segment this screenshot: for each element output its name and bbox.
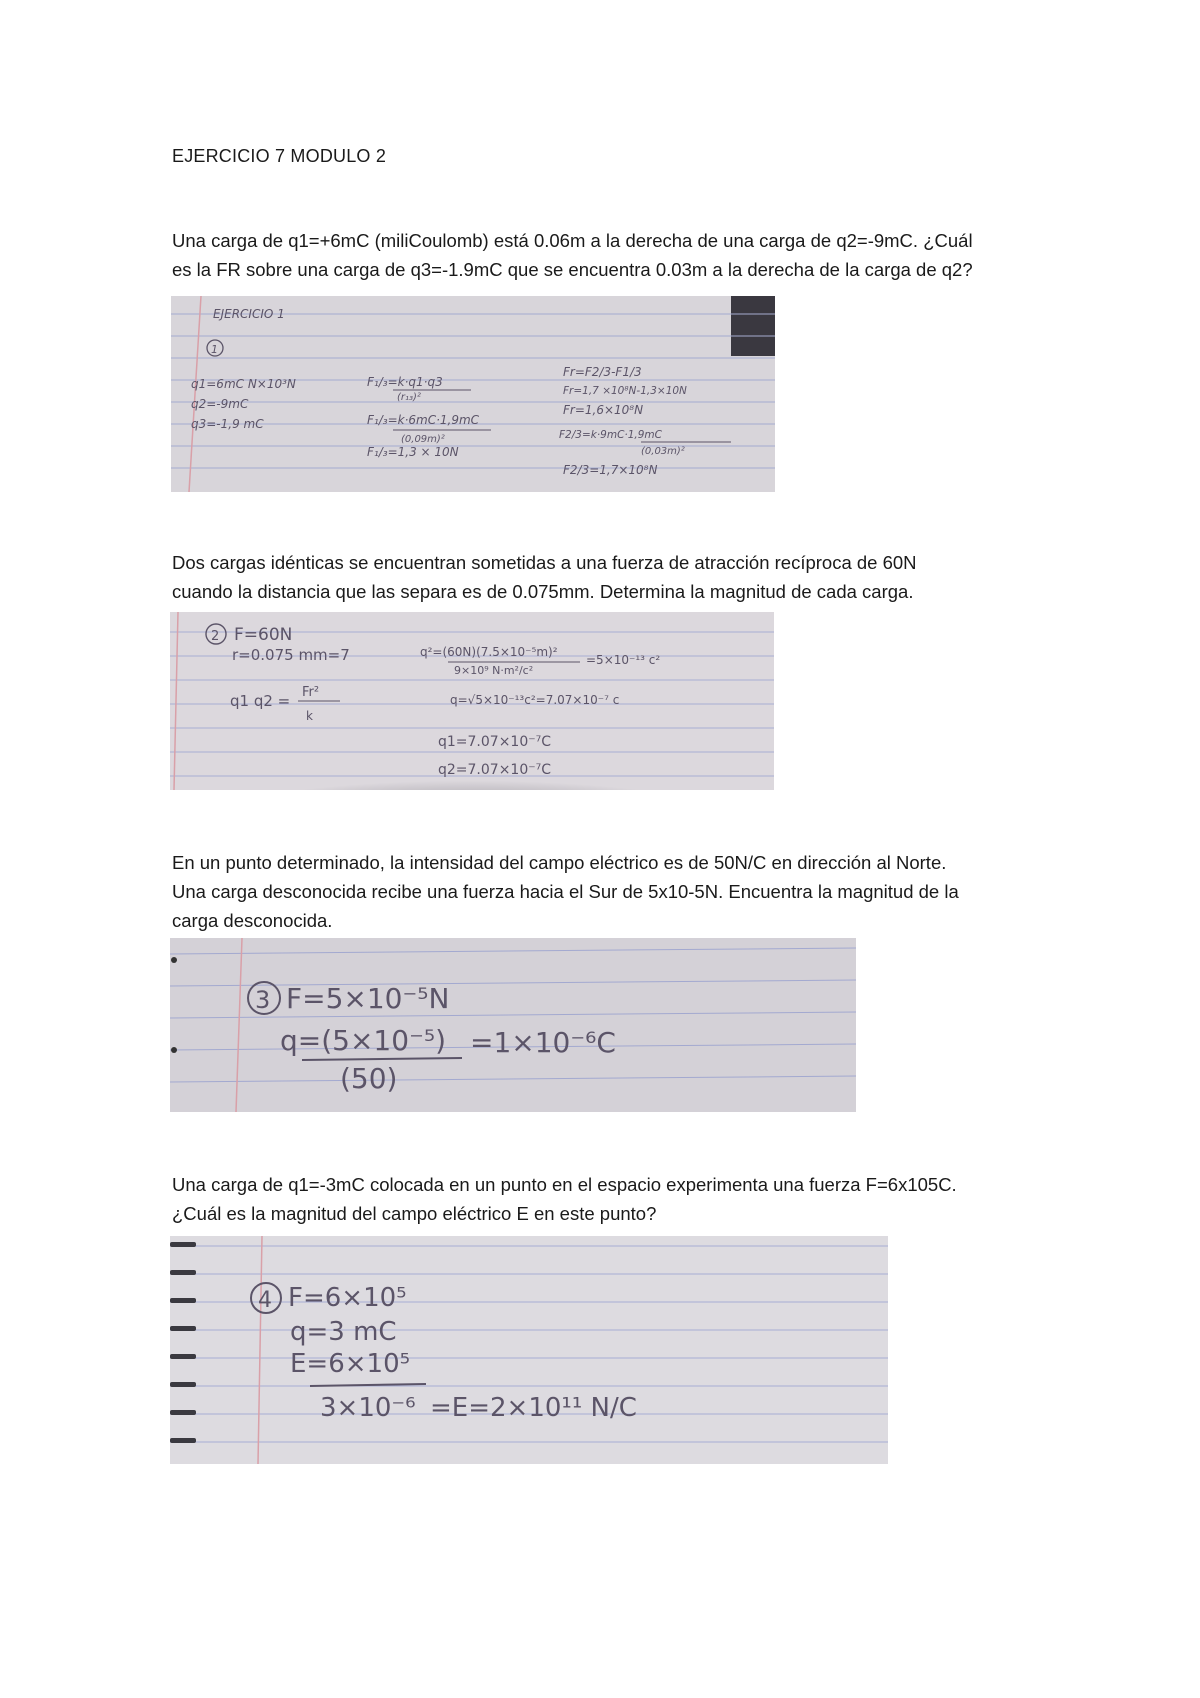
note-line: =1×10⁻⁶C (470, 1026, 616, 1059)
statement-line: ¿Cuál es la magnitud del campo eléctrico E en este punto? (172, 1203, 657, 1224)
note-line: =5×10⁻¹³ c² (586, 653, 661, 667)
notes-number: 3 (255, 986, 271, 1014)
note-line: F2/3=1,7×10⁸N (563, 463, 658, 477)
note-line: 3×10⁻⁶ (320, 1393, 416, 1423)
note-line: Fr=F2/3-F1/3 (563, 365, 642, 379)
note-line: (r₁₃)² (397, 392, 421, 403)
exercise-4-notebook-photo (170, 1236, 888, 1464)
exercise-1-statement (172, 226, 1052, 284)
exercise-1-notebook-photo (171, 296, 775, 492)
statement-line: carga desconocida. (172, 910, 333, 931)
note-line: q1=7.07×10⁻⁷C (438, 734, 552, 750)
note-line: F₁/₃=1,3 × 10N (367, 445, 459, 459)
exercise-3-statement (172, 848, 1052, 935)
note-line: r=0.075 mm=7 (232, 646, 350, 664)
exercise-2-statement (172, 548, 1052, 606)
exercise-3-notebook-photo (170, 938, 856, 1112)
note-line: q=3 mC (290, 1317, 397, 1347)
statement-line: Dos cargas idénticas se encuentran sometidas a una fuerza de atracción recíproca de 60N (172, 552, 917, 573)
statement-line: cuando la distancia que las separa es de 0.075mm. Determina la magnitud de cada carga. (172, 581, 914, 602)
notes-heading: EJERCICIO 1 (213, 307, 285, 321)
note-line: q1=6mC N×10³N (191, 377, 296, 391)
statement-line: En un punto determinado, la intensidad del campo eléctrico es de 50N/C en dirección al Norte. (172, 852, 947, 873)
note-line: =E=2×10¹¹ N/C (430, 1393, 637, 1423)
note-line: F=6×10⁵ (288, 1283, 407, 1313)
note-line: q1 q2 = (230, 692, 291, 710)
note-line: (50) (340, 1062, 398, 1095)
exercise-2-notebook-photo (170, 612, 774, 790)
note-line: q2=7.07×10⁻⁷C (438, 762, 552, 778)
note-line: E=6×10⁵ (290, 1349, 411, 1379)
note-line: F₁/₃=k·6mC·1,9mC (367, 413, 480, 427)
note-line: q=√5×10⁻¹³c²=7.07×10⁻⁷ c (450, 693, 620, 707)
note-line: F₁/₃=k·q1·q3 (367, 375, 443, 389)
statement-line: Una carga de q1=+6mC (miliCoulomb) está 0.06m a la derecha de una carga de q2=-9mC. ¿Cuál (172, 230, 973, 251)
note-line: (0,09m)² (401, 434, 445, 445)
page-title: EJERCICIO 7 MODULO 2 (172, 146, 387, 166)
note-line: q3=-1,9 mC (191, 417, 264, 431)
note-line: q2=-9mC (191, 397, 249, 411)
note-line: k (306, 709, 313, 723)
note-line: Fr² (302, 685, 320, 700)
note-line: F=5×10⁻⁵N (286, 982, 450, 1015)
note-line: F=60N (234, 625, 293, 645)
statement-line: Una carga de q1=-3mC colocada en un punto en el espacio experimenta una fuerza F=6x105C. (172, 1174, 957, 1195)
statement-line: Una carga desconocida recibe una fuerza hacia el Sur de 5x10-5N. Encuentra la magnitud de la (172, 881, 959, 902)
note-line: Fr=1,7 ×10⁸N-1,3×10N (563, 385, 687, 397)
exercise-4-statement (172, 1170, 1052, 1228)
note-line: q=(5×10⁻⁵) (280, 1024, 446, 1057)
note-line: Fr=1,6×10⁸N (563, 403, 644, 417)
statement-line: es la FR sobre una carga de q3=-1.9mC que se encuentra 0.03m a la derecha de la carga de q2? (172, 259, 973, 280)
note-line: (0,03m)² (641, 446, 685, 457)
notes-number: 2 (211, 629, 220, 644)
notes-number: 1 (211, 343, 218, 356)
note-line: 9×10⁹ N·m²/c² (454, 664, 534, 677)
note-line: F2/3=k·9mC·1,9mC (559, 429, 662, 441)
notes-number: 4 (258, 1288, 272, 1313)
note-line: q²=(60N)(7.5×10⁻⁵m)² (420, 645, 558, 659)
